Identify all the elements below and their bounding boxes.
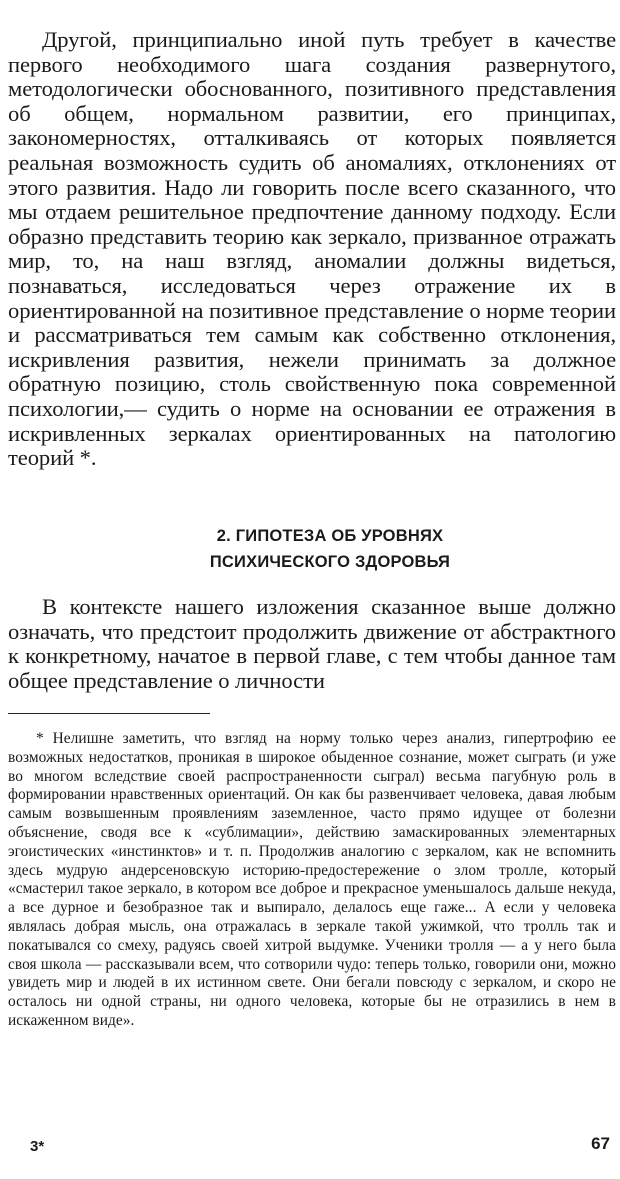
section-heading-line-2: ПСИХИЧЕСКОГО ЗДОРОВЬЯ <box>209 553 451 571</box>
body-paragraph-1 <box>8 28 616 471</box>
footnote-separator <box>8 713 210 714</box>
body-paragraph-2-text: В контексте нашего изложения сказанное выше должно означать, что предстоит продолжить движение от абстрактного к конкретному, начатое в первой главе, с тем чтобы данное там общее представление о личности <box>8 594 616 693</box>
footnote <box>8 730 616 1031</box>
footnote-text: * Нелишне заметить, что взгляд на норму только через анализ, гипертрофию ее возможных недостатков, проникая в широкое обыденное сознание, может сыграть (и уже во многом вследствие своей распространенности сыграл) весьма пагубную роль в формировании нравственных ориентаций. Он как бы развенчивает человека, давая любым самым возвышенным проявлениям заземленное, часто прямо идущее от болезни объяснение, сводя все к «сублимации», действию замаскированных элементарных эгоистических «инстинктов» и т. п. Продолжив аналогию с зеркалом, как не вспомнить здесь мудрую андерсеновскую историю-предостережение о злом тролле, который «смастерил такое зеркало, в котором все доброе и прекрасное уменьшалось дальше некуда, а все дурное и безобразное так и выпирало, делалось еще гаже... А если у человека являлась добрая мысль, она отражалась в зеркале такой ужимкой, что тролль так и покатывался со смеху, радуясь своей хитрой выдумке. Ученики тролля — а у него была своя школа — рассказывали всем, что сотворили чудо: теперь только, говорили они, можно увидеть мир и людей в их истинном свете. Они бегали повсюду с зеркалом, и скоро не осталось ни одной страны, ни одного человека, которые бы не отразились в нем в искаженном виде». <box>8 730 616 1029</box>
body-paragraph-1-text: Другой, принципиально иной путь требует в качестве первого необходимого шага создания развернутого, методологически обоснованного, позитивного представления об общем, нормальном развитии, его принципах, закономерностях, отталкиваясь от которых появляется реальная возможность судить об аномалиях, отклонениях от этого развития. Надо ли говорить после всего сказанного, что мы отдаем решительное предпочтение данному подходу. Если образно представить теорию как зеркало, призванное отражать мир, то, на наш взгляд, аномалии должны видеться, познаваться, исследоваться через отражение их в ориентированной на позитивное представление о норме теории и рассматриваться тем самым как собственно отклонения, искривления развития, нежели принимать за должное обратную позицию, столь свойственную пока современной психологии,— судить о норме на основании ее отражения в искривленных зеркалах ориентированных на патологию теорий *. <box>8 27 616 471</box>
signature-mark: 3* <box>30 1138 45 1155</box>
body-paragraph-2 <box>8 595 616 693</box>
page-number: 67 <box>591 1134 610 1153</box>
section-heading-line-1: 2. ГИПОТЕЗА ОБ УРОВНЯХ <box>216 527 444 545</box>
